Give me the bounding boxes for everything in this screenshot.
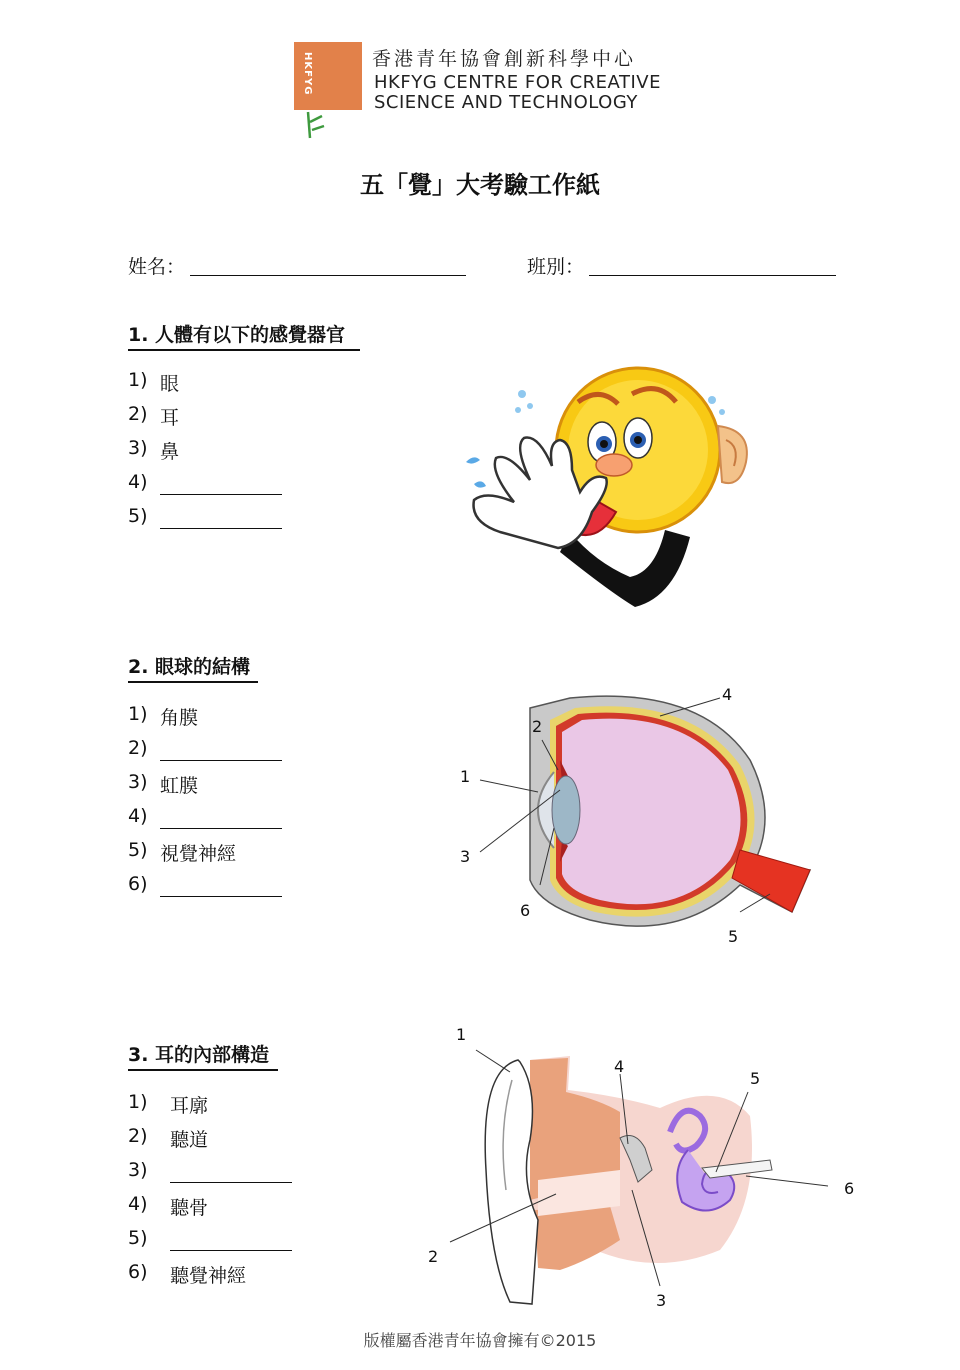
list-item-answer: 耳 [160,407,180,429]
eye-label-3: 3 [460,847,471,866]
answer-blank[interactable] [160,828,282,829]
list-item-number: 6) [128,873,148,895]
name-blank[interactable] [190,275,466,276]
list-item-number: 4) [128,471,148,493]
answer-blank[interactable] [160,528,282,529]
list-item-number: 5) [128,839,148,861]
list-item-number: 3) [128,771,148,793]
answer-blank[interactable] [160,896,282,897]
list-item-number: 3) [128,437,148,459]
list-item-number: 2) [128,737,148,759]
list-item-answer: 聽道 [170,1129,209,1151]
answer-blank[interactable] [160,760,282,761]
ear-label-4: 4 [614,1057,625,1076]
section2-title: 2. 眼球的結構 [128,652,258,683]
section3-title: 3. 耳的內部構造 [128,1040,278,1071]
answer-blank[interactable] [170,1250,292,1251]
class-blank[interactable] [589,275,836,276]
eye-label-6: 6 [520,901,531,920]
list-item-answer: 鼻 [160,441,180,463]
list-item-answer: 耳廓 [170,1095,209,1117]
worksheet-title: 五「覺」大考驗工作紙 [360,171,600,199]
list-item-answer: 眼 [160,373,180,395]
eyeball-diagram [450,680,830,950]
list-item-number: 2) [128,1125,148,1147]
list-item-answer: 角膜 [160,707,199,729]
logo-plant-icon [300,108,336,144]
ear-diagram [420,1020,860,1315]
emoji-face-illustration [460,362,760,610]
list-item-number: 1) [128,369,148,391]
list-item-number: 1) [128,1091,148,1113]
list-item-answer: 聽覺神經 [170,1265,247,1287]
list-item-number: 1) [128,703,148,725]
section1-title: 1. 人體有以下的感覺器官 [128,320,360,351]
ear-label-2: 2 [428,1247,439,1266]
list-item-answer: 虹膜 [160,775,199,797]
list-item-number: 5) [128,1227,148,1249]
list-item-number: 4) [128,805,148,827]
eye-label-5: 5 [728,927,739,946]
logo-chinese-name: 香港青年協會創新科學中心 [372,48,637,70]
eye-label-2: 2 [532,717,543,736]
name-label: 姓名： [128,256,186,278]
ear-label-3: 3 [656,1291,667,1310]
list-item-number: 3) [128,1159,148,1181]
logo-vertical-text: HKFYG [302,52,313,96]
class-label: 班別： [527,256,585,278]
logo-english-line1: HKFYG CENTRE FOR CREATIVE [374,72,661,93]
answer-blank[interactable] [160,494,282,495]
list-item-number: 5) [128,505,148,527]
list-item-number: 2) [128,403,148,425]
list-item-number: 4) [128,1193,148,1215]
ear-label-5: 5 [750,1069,761,1088]
list-item-number: 6) [128,1261,148,1283]
eye-label-4: 4 [722,685,733,704]
copyright-footer: 版權屬香港青年協會擁有©2015 [363,1331,597,1350]
answer-blank[interactable] [170,1182,292,1183]
eye-label-1: 1 [460,767,471,786]
list-item-answer: 視覺神經 [160,843,237,865]
ear-label-6: 6 [844,1179,855,1198]
logo-english-line2: SCIENCE AND TECHNOLOGY [374,92,638,113]
list-item-answer: 聽骨 [170,1197,209,1219]
ear-label-1: 1 [456,1025,467,1044]
